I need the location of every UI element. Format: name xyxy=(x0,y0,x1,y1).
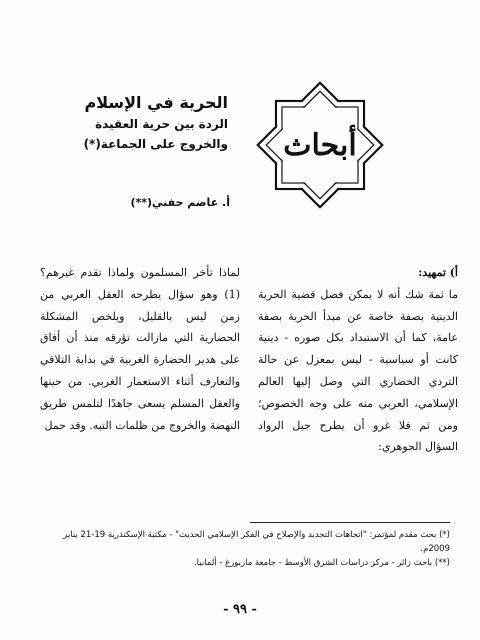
footnote-2: (**) باحث زائر - مركز دراسات الشرق الأوسط - جامعة ماربورغ - ألمانيا. xyxy=(193,558,450,568)
page-number: - ٩٩ - xyxy=(223,602,257,617)
article-title: الحرية في الإسلام xyxy=(84,93,228,112)
body-paragraph-left: لماذا تأخر المسلمون ولماذا تقدم غيرهم؟(1) وهو سؤال يطرحه العقل العربي من زمن ليس بالقليل، ويلخص المشكلة الحضارية التي مازالت تؤرقه منذ أن أفاق على هدير الحضارة الغربية في بداية التلاقي والتعارف أثناء الاستعمار الغربي. من حينها والعقل المسلم يسعى جاهدًا لتلمس طريق النهضة والخروج من ظلمات التيه. وقد حمل xyxy=(40,266,240,432)
footnote-divider xyxy=(250,522,450,523)
section-heading: أ) تمهيد: xyxy=(418,266,458,279)
body-column-left xyxy=(40,262,240,436)
star-emblem xyxy=(245,70,395,220)
footnotes xyxy=(40,528,450,570)
title-block xyxy=(40,92,228,154)
author-name: أ. عاصم حفني(**) xyxy=(130,196,230,209)
footnote-1: (*) بحث مقدم لمؤتمر: "اتجاهات التجديد والإصلاح في الفكر الإسلامي الحديث" - مكتبة الإسكندرية 19-21 يناير 2009م. xyxy=(63,530,450,554)
article-subtitle-line-1: الردة بين حرية العقيدة xyxy=(95,117,228,131)
article-subtitle-line-2: والخروج على الجماعة(*) xyxy=(83,137,228,151)
body-paragraph-right: ما ثمة شك أنه لا يمكن فصل قضية الحرية الدينية بصفة خاصة عن مبدأ الحرية بصفة عامة، كما أن الاستبداد بكل صوره - دينية كانت أو سياسية - ليس بمعزل عن حالة التردي الحضاري التي وصل إليها العالم الإسلامي، العربي منه على وجه الخصوص؛ ومن ثم فلا غرو أن يطرح جيل الرواد السؤال الجوهري: xyxy=(258,287,458,454)
section-label: أبحاث xyxy=(283,127,357,163)
body-column-right xyxy=(258,262,458,458)
